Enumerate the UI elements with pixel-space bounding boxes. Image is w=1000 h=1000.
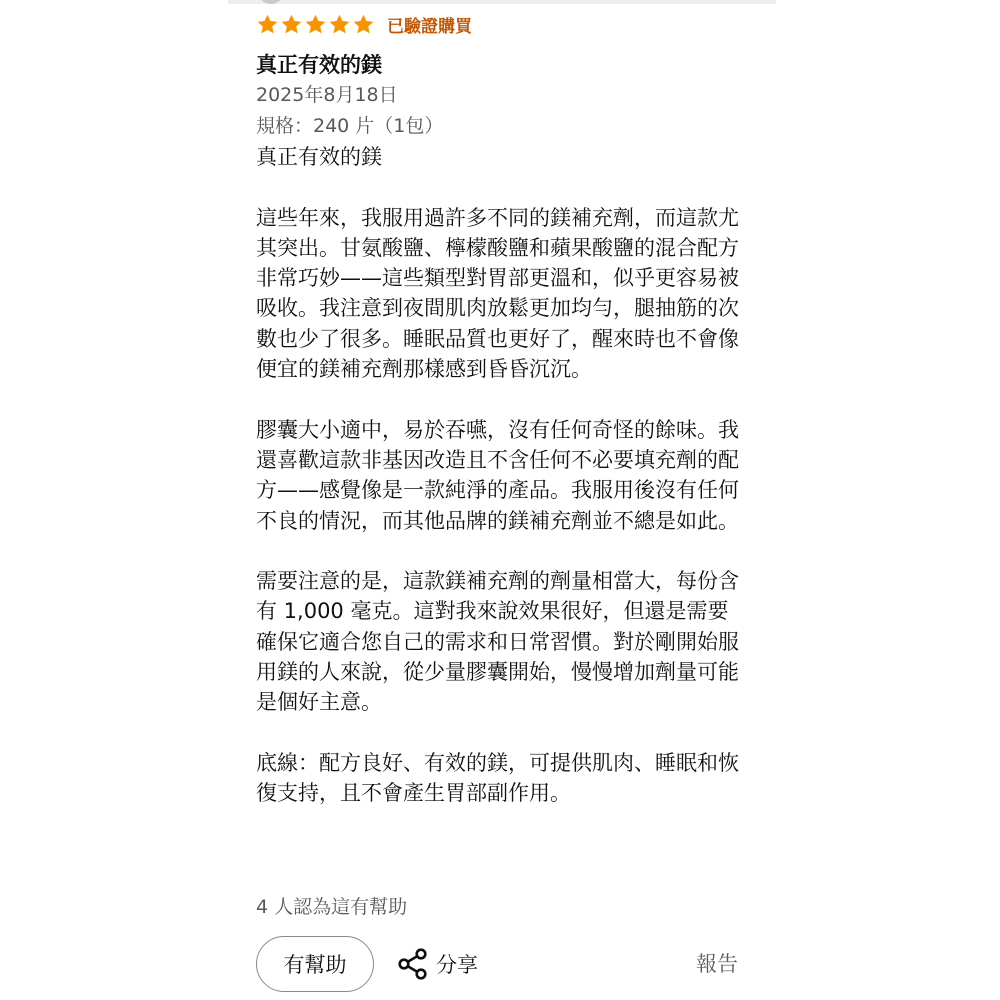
- review-body: 真正有效的鎂 這些年來，我服用過許多不同的鎂補充劑，而這款尤其突出。甘氨酸鹽、檸檬酸鹽和蘋果酸鹽的混合配方非常巧妙——這些類型對胃部更溫和，似乎更容易被吸收。我注意到夜間肌肉放鬆更加均勻，腿抽筋的次數也少了很多。睡眠品質也更好了，醒來時也不會像便宜的鎂補充劑那樣感到昏昏沉沉。 膠囊大小適中，易於吞嚥，沒有任何奇怪的餘味。我還喜歡這款非基因改造且不含任何不必要填充劑的配方——感覺像是一款純淨的產品。我服用後沒有任何不良的情況，而其他品牌的鎂補充劑並不總是如此。 需要注意的是，這款鎂補充劑的劑量相當大，每份含有 1,000 毫克。這對我來說效果很好，但還是需要確保它適合您自己的需求和日常習慣。對於剛開始服用鎂的人來說，從少量膠囊開始，慢慢增加劑量可能是個好主意。 底線：配方良好、有效的鎂，可提供肌肉、睡眠和恢復支持，且不會產生胃部副作用。: [256, 145, 739, 806]
- share-button-label: 分享: [436, 953, 478, 977]
- star-icon: [328, 13, 351, 36]
- review-title: 真正有效的鎂: [256, 53, 382, 77]
- report-link[interactable]: 報告: [696, 952, 738, 976]
- star-rating: [256, 13, 375, 36]
- helpful-button[interactable]: [256, 936, 374, 992]
- rating-row: [256, 8, 756, 40]
- star-icon: [352, 13, 375, 36]
- verified-purchase-badge: 已驗證購買: [387, 16, 472, 37]
- share-icon: [396, 947, 430, 981]
- review-card: [256, 8, 756, 809]
- share-button[interactable]: [396, 944, 478, 984]
- star-icon: [304, 13, 327, 36]
- helpful-button-label: 有幫助: [283, 953, 347, 977]
- helpful-count: 4 人認為這有幫助: [256, 896, 408, 918]
- star-icon: [280, 13, 303, 36]
- star-icon: [256, 13, 279, 36]
- review-variant: 規格：240 片（1包）: [256, 115, 444, 137]
- review-date: 2025年8月18日: [256, 84, 398, 106]
- previous-card-edge: [228, 0, 776, 4]
